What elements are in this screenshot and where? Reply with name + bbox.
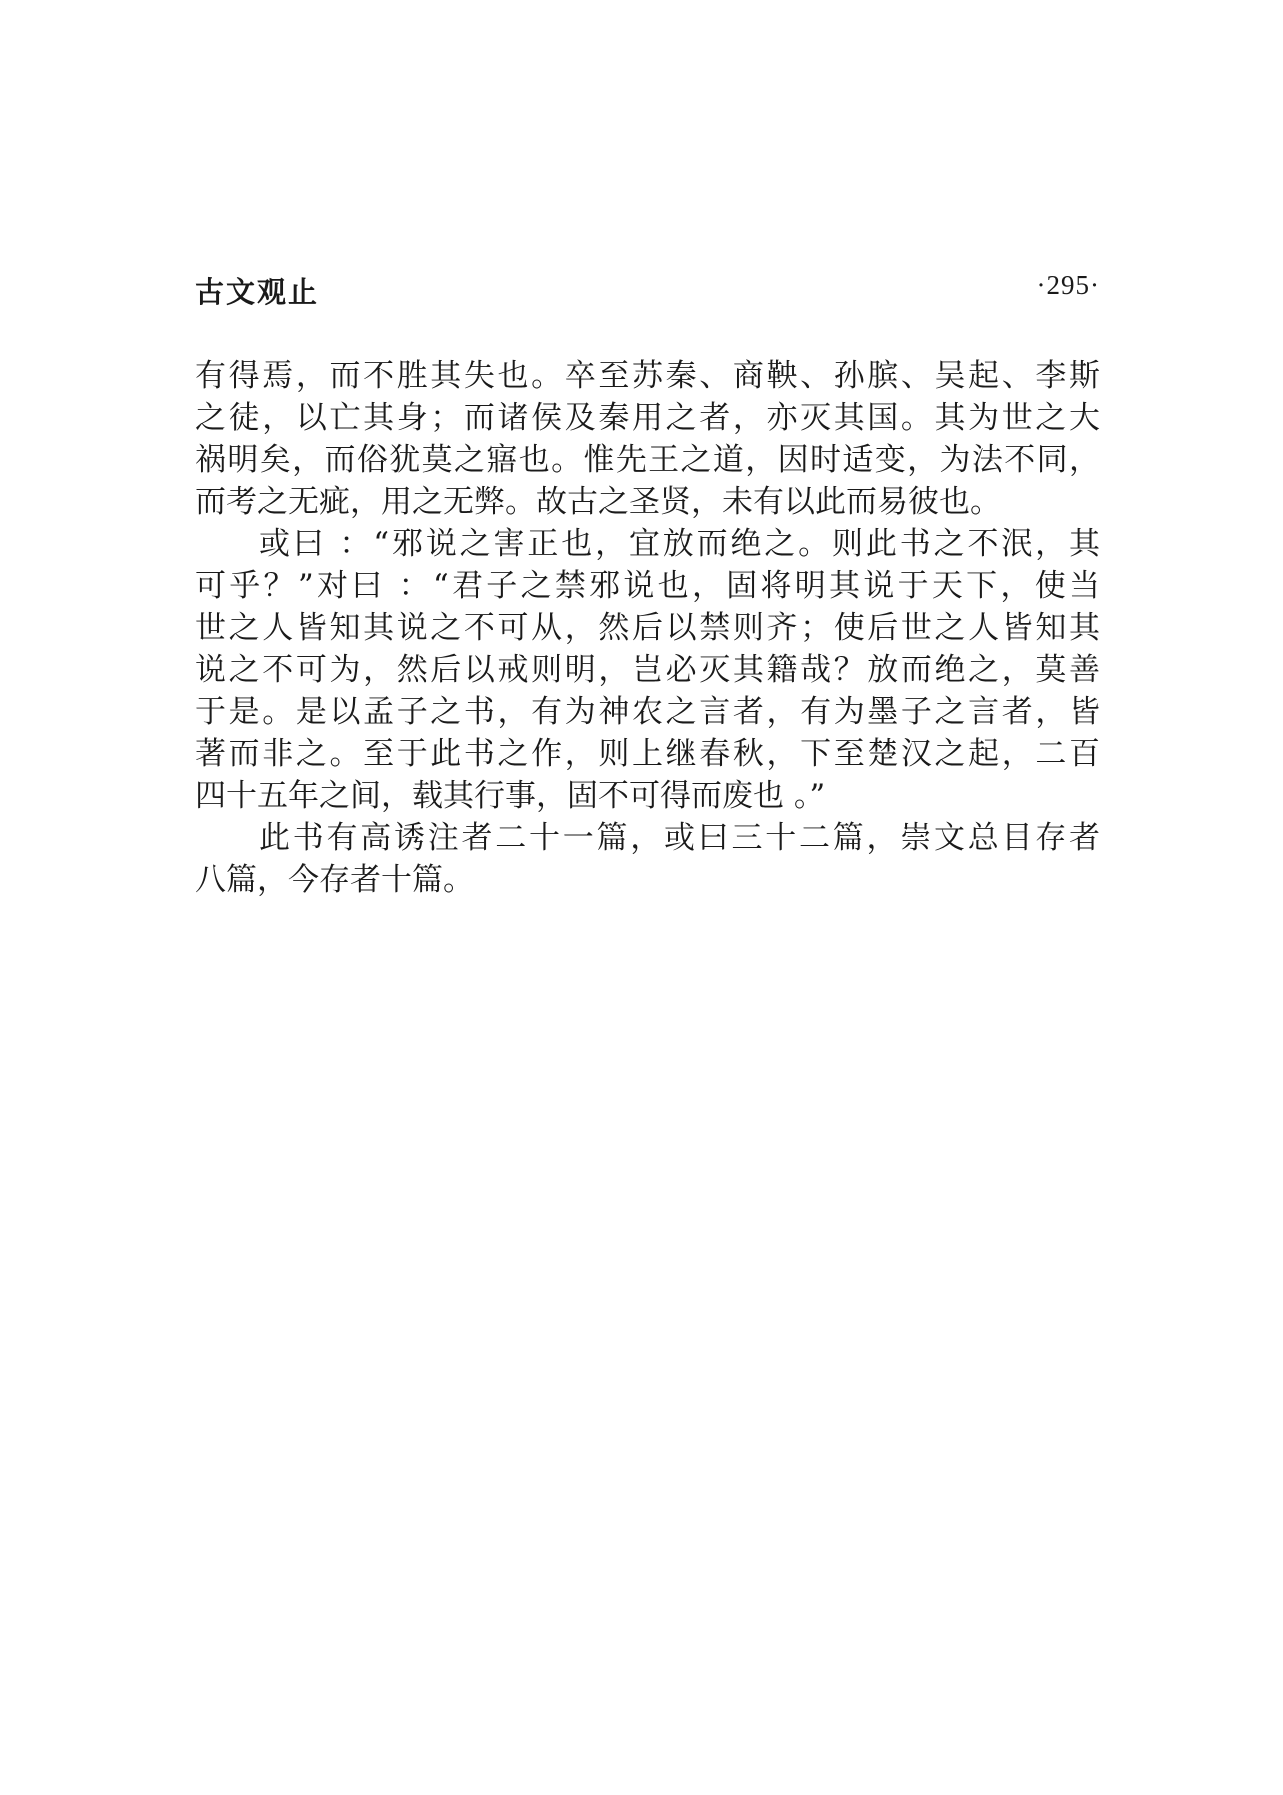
text-line: 而考之无疵，用之无弊。故古之圣贤，未有以此而易彼也。 bbox=[195, 484, 1001, 520]
text-line: 祸明矣，而俗犹莫之寤也。惟先王之道，因时适变，为法不同， bbox=[195, 442, 1100, 478]
text-line: 或曰 ：“邪说之害正也，宜放而绝之。则此书之不泯，其 bbox=[259, 526, 1100, 562]
book-title: 古文观止 bbox=[195, 275, 320, 309]
text-line: 可乎？”对曰 ：“君子之禁邪说也，固将明其说于天下，使当 bbox=[195, 568, 1100, 604]
text-line: 八篇，今存者十篇。 bbox=[195, 862, 474, 898]
paragraph bbox=[195, 817, 1100, 901]
text-line: 说之不可为，然后以戒则明，岂必灭其籍哉？放而绝之，莫善 bbox=[195, 652, 1100, 688]
text-line: 之徒，以亡其身；而诸侯及秦用之者，亦灭其国。其为世之大 bbox=[195, 400, 1100, 436]
page-number: ·295· bbox=[1036, 270, 1100, 300]
text-line: 此书有高诱注者二十一篇，或曰三十二篇，崇文总目存者 bbox=[259, 820, 1100, 856]
paragraph bbox=[195, 523, 1100, 817]
text-line: 世之人皆知其说之不可从，然后以禁则齐；使后世之人皆知其 bbox=[195, 610, 1100, 646]
text-line: 于是。是以孟子之书，有为神农之言者，有为墨子之言者，皆 bbox=[195, 694, 1100, 730]
paragraph bbox=[195, 355, 1100, 523]
body-text bbox=[195, 355, 1100, 901]
running-head bbox=[195, 270, 1100, 310]
text-line: 四十五年之间，载其行事，固不可得而废也 。” bbox=[195, 778, 826, 814]
text-line: 有得焉，而不胜其失也。卒至苏秦、商鞅、孙膑、吴起、李斯 bbox=[195, 358, 1100, 394]
text-line: 著而非之。至于此书之作，则上继春秋，下至楚汉之起，二百 bbox=[195, 736, 1100, 772]
